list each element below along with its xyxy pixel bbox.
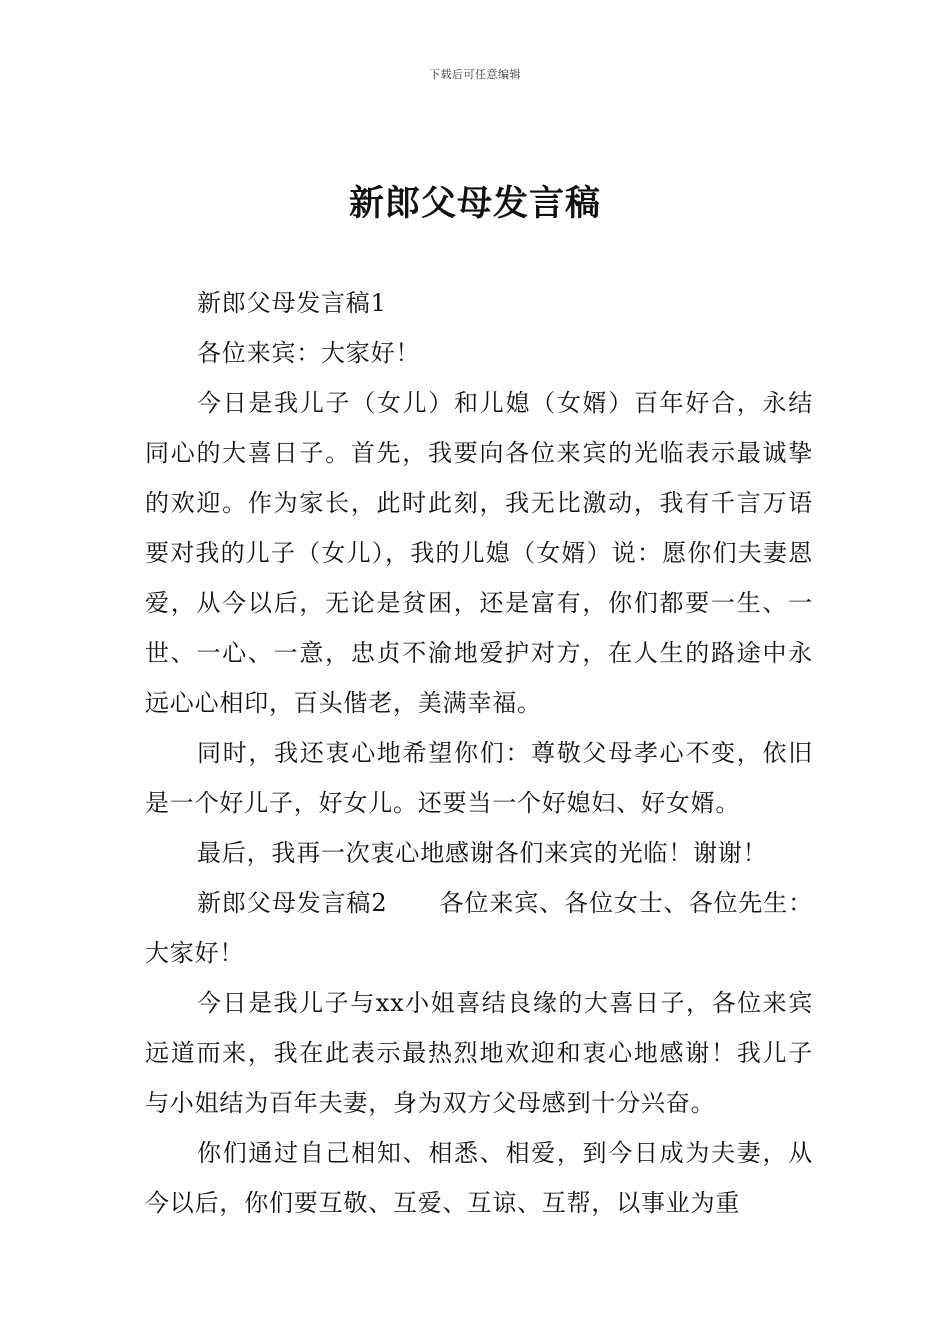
paragraph-advice: 你们通过自己相知、相悉、相爱，到今日成为夫妻，从今以后，你们要互敬、互爱、互谅、互帮，以事业为重	[145, 1139, 813, 1217]
header-note: 下载后可任意编辑	[429, 68, 521, 81]
section-heading-2: 新郎父母发言稿2	[197, 889, 388, 917]
paragraph-thanks: 最后，我再一次衷心地感谢各们来宾的光临！谢谢！	[197, 839, 768, 867]
paragraph-hope: 同时，我还衷心地希望你们：尊敬父母孝心不变，依旧是一个好儿子，好女儿。还要当一个好媳妇、好女婿。	[145, 739, 813, 817]
section-heading-1: 新郎父母发言稿1	[197, 289, 387, 317]
paragraph-welcome: 今日是我儿子（女儿）和儿媳（女婿）百年好合，永结同心的大喜日子。首先，我要向各位来宾的光临表示最诚挚的欢迎。作为家长，此时此刻，我无比激动，我有千言万语要对我的儿子（女儿），我的儿媳（女婿）说：愿你们夫妻恩爱，从今以后，无论是贫困，还是富有，你们都要一生、一世、一心、一意，忠贞不渝地爱护对方，在人生的路途中永远心心相印，百头偕老，美满幸福。	[145, 389, 813, 717]
paragraph-wedding-day: 今日是我儿子与xx小姐喜结良缘的大喜日子，各位来宾远道而来，我在此表示最热烈地欢迎和衷心地感谢！我儿子与小姐结为百年夫妻，身为双方父母感到十分兴奋。	[145, 989, 813, 1117]
section-2-line	[145, 878, 813, 978]
greeting-2: 各位来宾、各位女士、各位先生：大家好！	[145, 889, 814, 967]
greeting-1: 各位来宾：大家好！	[197, 339, 421, 367]
document-body	[145, 278, 813, 1228]
document-title: 新郎父母发言稿	[348, 184, 601, 224]
